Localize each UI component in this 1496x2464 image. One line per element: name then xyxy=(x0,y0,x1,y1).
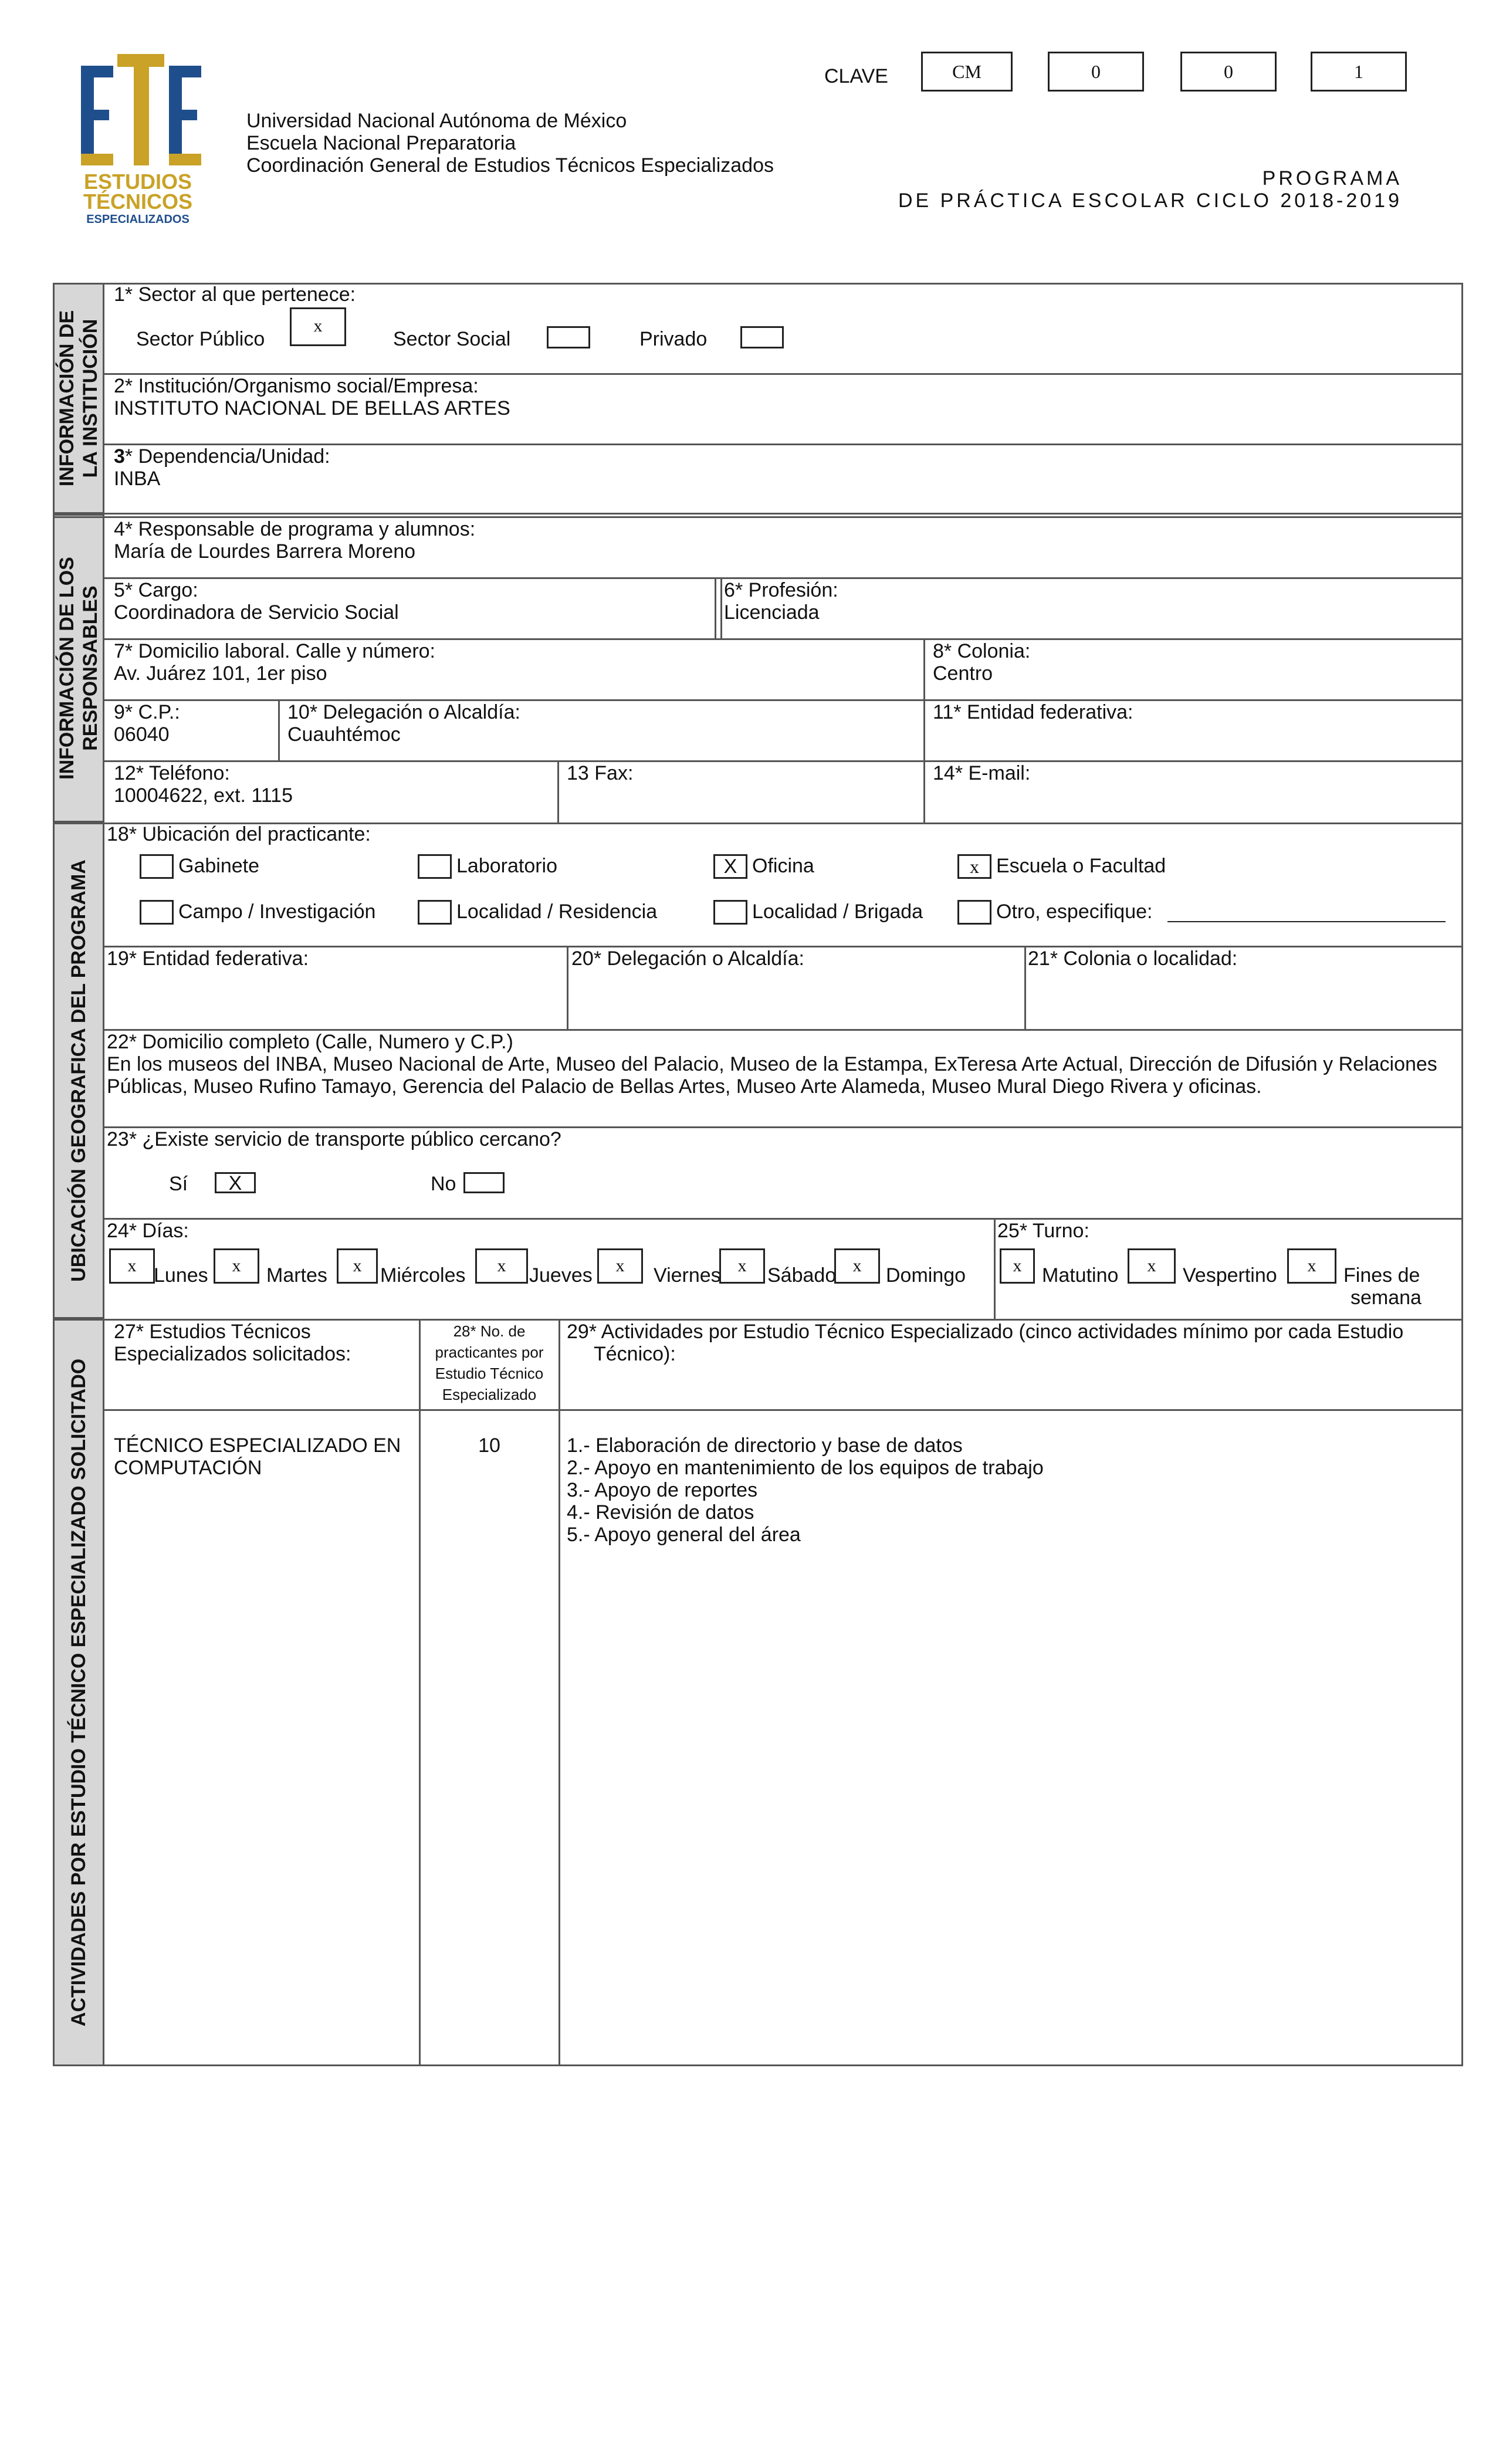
localidad-brigada-checkbox[interactable] xyxy=(713,900,747,925)
telefono-value: 10004622, ext. 1115 xyxy=(114,784,293,807)
section-activities xyxy=(53,1319,104,2066)
sector-publico-label: Sector Público xyxy=(136,328,265,350)
sector-publico-checkbox[interactable]: x xyxy=(290,307,346,346)
lunes-label: Lunes xyxy=(154,1264,208,1287)
gabinete-label: Gabinete xyxy=(178,855,259,877)
activity-item: 4.- Revisión de datos xyxy=(567,1501,754,1524)
otro-input-line[interactable] xyxy=(1167,921,1446,922)
cargo-label: 5* Cargo: xyxy=(114,579,198,601)
fines-checkbox[interactable]: x xyxy=(1287,1248,1336,1284)
fines-label-2: semana xyxy=(1351,1287,1421,1309)
section-institution xyxy=(53,283,104,514)
divider xyxy=(104,760,1463,762)
martes-label: Martes xyxy=(266,1264,327,1287)
clave-label: CLAVE xyxy=(824,65,888,87)
institucion-label: 2* Institución/Organismo social/Empresa: xyxy=(114,375,479,397)
logo-line-1: ESTUDIOS xyxy=(83,170,192,194)
sabado-label: Sábado xyxy=(767,1264,837,1287)
escuela-label: Escuela o Facultad xyxy=(996,855,1166,877)
delegacion-value: Cuauhtémoc xyxy=(287,723,401,746)
dependencia-number: 3 xyxy=(114,445,125,468)
lunes-checkbox[interactable]: x xyxy=(109,1248,155,1284)
study-name-1: TÉCNICO ESPECIALIZADO EN xyxy=(114,1434,401,1457)
cargo-value: Coordinadora de Servicio Social xyxy=(114,601,399,624)
localidad-brigada-label: Localidad / Brigada xyxy=(752,901,923,923)
actividades-header-2: Técnico): xyxy=(594,1343,676,1365)
jueves-checkbox[interactable]: x xyxy=(475,1248,528,1284)
activity-item: 5.- Apoyo general del área xyxy=(567,1524,801,1546)
sector-social-checkbox[interactable] xyxy=(547,326,590,348)
fax-label: 13 Fax: xyxy=(567,762,634,784)
localidad-residencia-checkbox[interactable] xyxy=(418,900,452,925)
school-name: Escuela Nacional Preparatoria xyxy=(246,132,516,154)
entidad-label: 11* Entidad federativa: xyxy=(933,701,1133,723)
cp-label: 9* C.P.: xyxy=(114,701,180,723)
divider xyxy=(419,1319,421,2066)
miercoles-checkbox[interactable]: x xyxy=(337,1248,378,1284)
laboratorio-label: Laboratorio xyxy=(456,855,558,877)
activity-item: 2.- Apoyo en mantenimiento de los equipos de trabajo xyxy=(567,1457,1044,1479)
colonia-value: Centro xyxy=(933,662,993,685)
vespertino-label: Vespertino xyxy=(1183,1264,1277,1287)
si-checkbox[interactable]: X xyxy=(215,1172,256,1193)
practicantes-header-2: practicantes por xyxy=(435,1343,544,1361)
miercoles-label: Miércoles xyxy=(380,1264,466,1287)
divider xyxy=(567,946,568,1029)
practicantes-header-4: Especializado xyxy=(442,1386,537,1403)
campo-label: Campo / Investigación xyxy=(178,901,376,923)
matutino-checkbox[interactable]: x xyxy=(1000,1248,1035,1284)
matutino-label: Matutino xyxy=(1042,1264,1119,1287)
privado-label: Privado xyxy=(639,328,708,350)
vespertino-checkbox[interactable]: x xyxy=(1128,1248,1176,1284)
divider xyxy=(923,638,925,823)
section-institution-label: INFORMACIÓN DE LA INSTITUCIÓN xyxy=(56,310,101,487)
turno-label: 25* Turno: xyxy=(997,1220,1089,1242)
section-responsibles-label: INFORMACIÓN DE LOS RESPONSABLES xyxy=(56,557,101,780)
delegacion-alcaldia-label: 20* Delegación o Alcaldía: xyxy=(571,947,804,970)
domicilio-completo-line-1: En los museos del INBA, Museo Nacional de Arte, Museo del Palacio, Museo de la Estampa, ExTeresa Arte Actual, Dirección de Difusión y Relaciones xyxy=(107,1053,1437,1075)
divider xyxy=(104,513,1463,515)
jueves-label: Jueves xyxy=(529,1264,593,1287)
oficina-checkbox[interactable]: X xyxy=(713,854,747,879)
oficina-label: Oficina xyxy=(752,855,814,877)
escuela-checkbox[interactable]: x xyxy=(957,854,991,879)
section-activities-label: ACTIVIDADES POR ESTUDIO TÉCNICO ESPECIALIZADO SOLICITADO xyxy=(67,1358,90,2027)
gabinete-checkbox[interactable] xyxy=(140,854,174,879)
no-checkbox[interactable] xyxy=(463,1172,505,1193)
activity-item: 1.- Elaboración de directorio y base de datos xyxy=(567,1434,963,1457)
practicantes-header-1: 28* No. de xyxy=(453,1322,526,1340)
divider xyxy=(104,1409,1463,1411)
martes-checkbox[interactable]: x xyxy=(214,1248,259,1284)
divider xyxy=(104,1218,1463,1220)
ete-logo-icon xyxy=(76,54,205,177)
sector-label: 1* Sector al que pertenece: xyxy=(114,283,356,306)
no-label: No xyxy=(431,1173,456,1195)
study-name-2: COMPUTACIÓN xyxy=(114,1457,262,1479)
domingo-checkbox[interactable]: x xyxy=(834,1248,880,1284)
colonia-label: 8* Colonia: xyxy=(933,640,1031,662)
dependencia-value: INBA xyxy=(114,468,161,490)
dias-label: 24* Días: xyxy=(107,1220,189,1242)
program-subtitle: DE PRÁCTICA ESCOLAR CICLO 2018-2019 xyxy=(898,189,1402,212)
privado-checkbox[interactable] xyxy=(740,326,784,348)
localidad-residencia-label: Localidad / Residencia xyxy=(456,901,658,923)
transporte-label: 23* ¿Existe servicio de transporte público cercano? xyxy=(107,1128,561,1150)
program-title: PROGRAMA xyxy=(1262,167,1402,189)
estudios-header-2: Especializados solicitados: xyxy=(114,1343,351,1365)
entidad-federativa-label: 19* Entidad federativa: xyxy=(107,947,309,970)
practicantes-header-3: Estudio Técnico xyxy=(435,1365,544,1382)
profesion-label: 6* Profesión: xyxy=(724,579,838,601)
clave-box-2: 0 xyxy=(1048,52,1144,92)
viernes-label: Viernes xyxy=(654,1264,721,1287)
domicilio-completo-label: 22* Domicilio completo (Calle, Numero y C.P.) xyxy=(107,1031,513,1053)
divider xyxy=(715,577,716,638)
telefono-label: 12* Teléfono: xyxy=(114,762,230,784)
email-label: 14* E-mail: xyxy=(933,762,1031,784)
divider xyxy=(278,699,280,760)
si-label: Sí xyxy=(169,1173,188,1195)
responsable-label: 4* Responsable de programa y alumnos: xyxy=(114,518,476,540)
section-location-label: UBICACIÓN GEOGRAFICA DEL PROGRAMA xyxy=(67,859,90,1282)
institucion-value: INSTITUTO NACIONAL DE BELLAS ARTES xyxy=(114,397,510,419)
clave-box-3: 0 xyxy=(1180,52,1277,92)
colonia-localidad-label: 21* Colonia o localidad: xyxy=(1028,947,1238,970)
domicilio-label: 7* Domicilio laboral. Calle y número: xyxy=(114,640,436,662)
divider xyxy=(557,760,559,823)
actividades-header-1: 29* Actividades por Estudio Técnico Especializado (cinco actividades mínimo por cada Estudio xyxy=(567,1321,1404,1343)
logo-line-2: TÉCNICOS xyxy=(83,189,192,214)
dependencia-label xyxy=(114,445,330,468)
clave-box-4: 1 xyxy=(1311,52,1407,92)
cp-value: 06040 xyxy=(114,723,170,746)
sector-social-label: Sector Social xyxy=(393,328,511,350)
divider xyxy=(1024,946,1026,1029)
domingo-label: Domingo xyxy=(886,1264,966,1287)
activity-item: 3.- Apoyo de reportes xyxy=(567,1479,758,1501)
university-name: Universidad Nacional Autónoma de México xyxy=(246,110,627,132)
logo-line-3: ESPECIALIZADOS xyxy=(86,213,189,226)
domicilio-completo-line-2: Públicas, Museo Rufino Tamayo, Gerencia del Palacio de Bellas Artes, Museo Arte Alameda, Museo Mural Diego Rivera y oficinas. xyxy=(107,1075,1262,1098)
responsable-value: María de Lourdes Barrera Moreno xyxy=(114,540,416,563)
coordination-name: Coordinación General de Estudios Técnicos Especializados xyxy=(246,154,774,177)
section-responsibles xyxy=(53,514,104,823)
delegacion-label: 10* Delegación o Alcaldía: xyxy=(287,701,520,723)
practicantes-count: 10 xyxy=(478,1434,500,1457)
divider xyxy=(994,1218,996,1319)
logo xyxy=(76,54,205,230)
otro-checkbox[interactable] xyxy=(957,900,991,925)
campo-checkbox[interactable] xyxy=(140,900,174,925)
otro-label: Otro, especifique: xyxy=(996,901,1153,923)
viernes-checkbox[interactable]: x xyxy=(597,1248,643,1284)
fines-label-1: Fines de xyxy=(1343,1264,1420,1287)
clave-box-1: CM xyxy=(921,52,1013,92)
divider xyxy=(559,1319,560,2066)
profesion-value: Licenciada xyxy=(724,601,820,624)
laboratorio-checkbox[interactable] xyxy=(418,854,452,879)
section-location xyxy=(53,823,104,1319)
divider xyxy=(720,577,722,638)
sabado-checkbox[interactable]: x xyxy=(719,1248,765,1284)
dependencia-label-text: * Dependencia/Unidad: xyxy=(124,445,330,468)
estudios-header-1: 27* Estudios Técnicos xyxy=(114,1321,311,1343)
ubicacion-label: 18* Ubicación del practicante: xyxy=(107,823,371,845)
domicilio-value: Av. Juárez 101, 1er piso xyxy=(114,662,327,685)
